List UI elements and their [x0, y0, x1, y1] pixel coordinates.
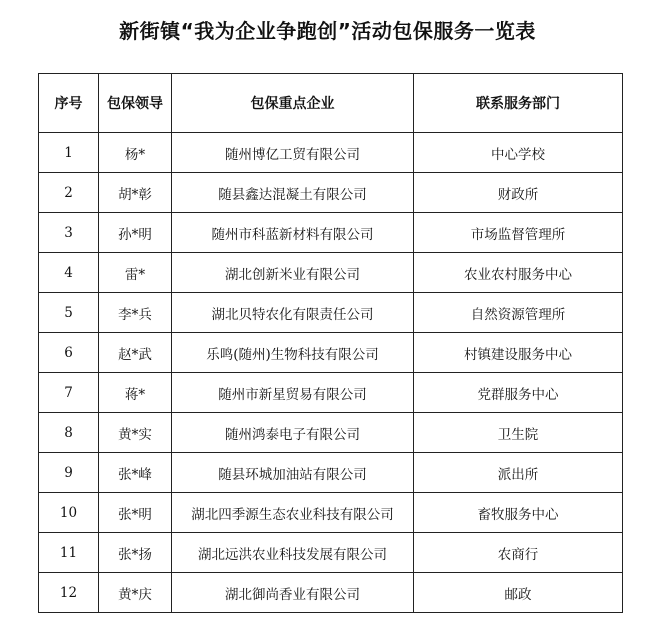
- cell-dept: 卫生院: [414, 413, 623, 453]
- cell-no: 11: [39, 533, 99, 573]
- cell-company: 湖北远洪农业科技发展有限公司: [172, 533, 414, 573]
- cell-dept: 农商行: [414, 533, 623, 573]
- cell-no: 5: [39, 293, 99, 333]
- table-row: [39, 173, 623, 213]
- cell-company: 湖北御尚香业有限公司: [172, 573, 414, 613]
- cell-no: 12: [39, 573, 99, 613]
- cell-no: 3: [39, 213, 99, 253]
- cell-no: 10: [39, 493, 99, 533]
- cell-no: 1: [39, 133, 99, 173]
- cell-dept: 党群服务中心: [414, 373, 623, 413]
- cell-company: 随州市新星贸易有限公司: [172, 373, 414, 413]
- cell-leader: 李*兵: [99, 293, 172, 333]
- cell-no: 7: [39, 373, 99, 413]
- table-row: [39, 133, 623, 173]
- cell-leader: 黄*实: [99, 413, 172, 453]
- cell-leader: 杨*: [99, 133, 172, 173]
- cell-no: 2: [39, 173, 99, 213]
- table-row: [39, 213, 623, 253]
- cell-dept: 派出所: [414, 453, 623, 493]
- header-row: [39, 74, 623, 133]
- cell-dept: 邮政: [414, 573, 623, 613]
- cell-leader: 赵*武: [99, 333, 172, 373]
- cell-company: 随州博亿工贸有限公司: [172, 133, 414, 173]
- cell-company: 随州市科蓝新材料有限公司: [172, 213, 414, 253]
- cell-dept: 中心学校: [414, 133, 623, 173]
- cell-company: 随县环城加油站有限公司: [172, 453, 414, 493]
- cell-company: 湖北四季源生态农业科技有限公司: [172, 493, 414, 533]
- table-row: [39, 573, 623, 613]
- cell-leader: 张*明: [99, 493, 172, 533]
- table-row: [39, 493, 623, 533]
- table-row: [39, 413, 623, 453]
- cell-leader: 胡*彰: [99, 173, 172, 213]
- cell-company: 随州鸿泰电子有限公司: [172, 413, 414, 453]
- cell-no: 6: [39, 333, 99, 373]
- cell-leader: 蒋*: [99, 373, 172, 413]
- cell-dept: 自然资源管理所: [414, 293, 623, 333]
- cell-no: 9: [39, 453, 99, 493]
- cell-company: 随县鑫达混凝土有限公司: [172, 173, 414, 213]
- cell-dept: 农业农村服务中心: [414, 253, 623, 293]
- cell-leader: 雷*: [99, 253, 172, 293]
- table-row: [39, 453, 623, 493]
- cell-company: 乐鸣(随州)生物科技有限公司: [172, 333, 414, 373]
- cell-no: 8: [39, 413, 99, 453]
- table-row: [39, 293, 623, 333]
- header-company: 包保重点企业: [172, 74, 414, 133]
- cell-dept: 村镇建设服务中心: [414, 333, 623, 373]
- header-dept: 联系服务部门: [414, 74, 623, 133]
- cell-company: 湖北创新米业有限公司: [172, 253, 414, 293]
- cell-dept: 财政所: [414, 173, 623, 213]
- cell-leader: 孙*明: [99, 213, 172, 253]
- cell-leader: 张*峰: [99, 453, 172, 493]
- cell-company: 湖北贝特农化有限责任公司: [172, 293, 414, 333]
- table-row: [39, 253, 623, 293]
- header-leader: 包保领导: [99, 74, 172, 133]
- table-row: [39, 373, 623, 413]
- table-row: [39, 533, 623, 573]
- cell-dept: 市场监督管理所: [414, 213, 623, 253]
- service-table: [38, 73, 623, 613]
- cell-leader: 黄*庆: [99, 573, 172, 613]
- header-no: 序号: [39, 74, 99, 133]
- page-title: 新街镇“我为企业争跑创”活动包保服务一览表: [119, 19, 536, 43]
- cell-dept: 畜牧服务中心: [414, 493, 623, 533]
- table-row: [39, 333, 623, 373]
- cell-no: 4: [39, 253, 99, 293]
- cell-leader: 张*扬: [99, 533, 172, 573]
